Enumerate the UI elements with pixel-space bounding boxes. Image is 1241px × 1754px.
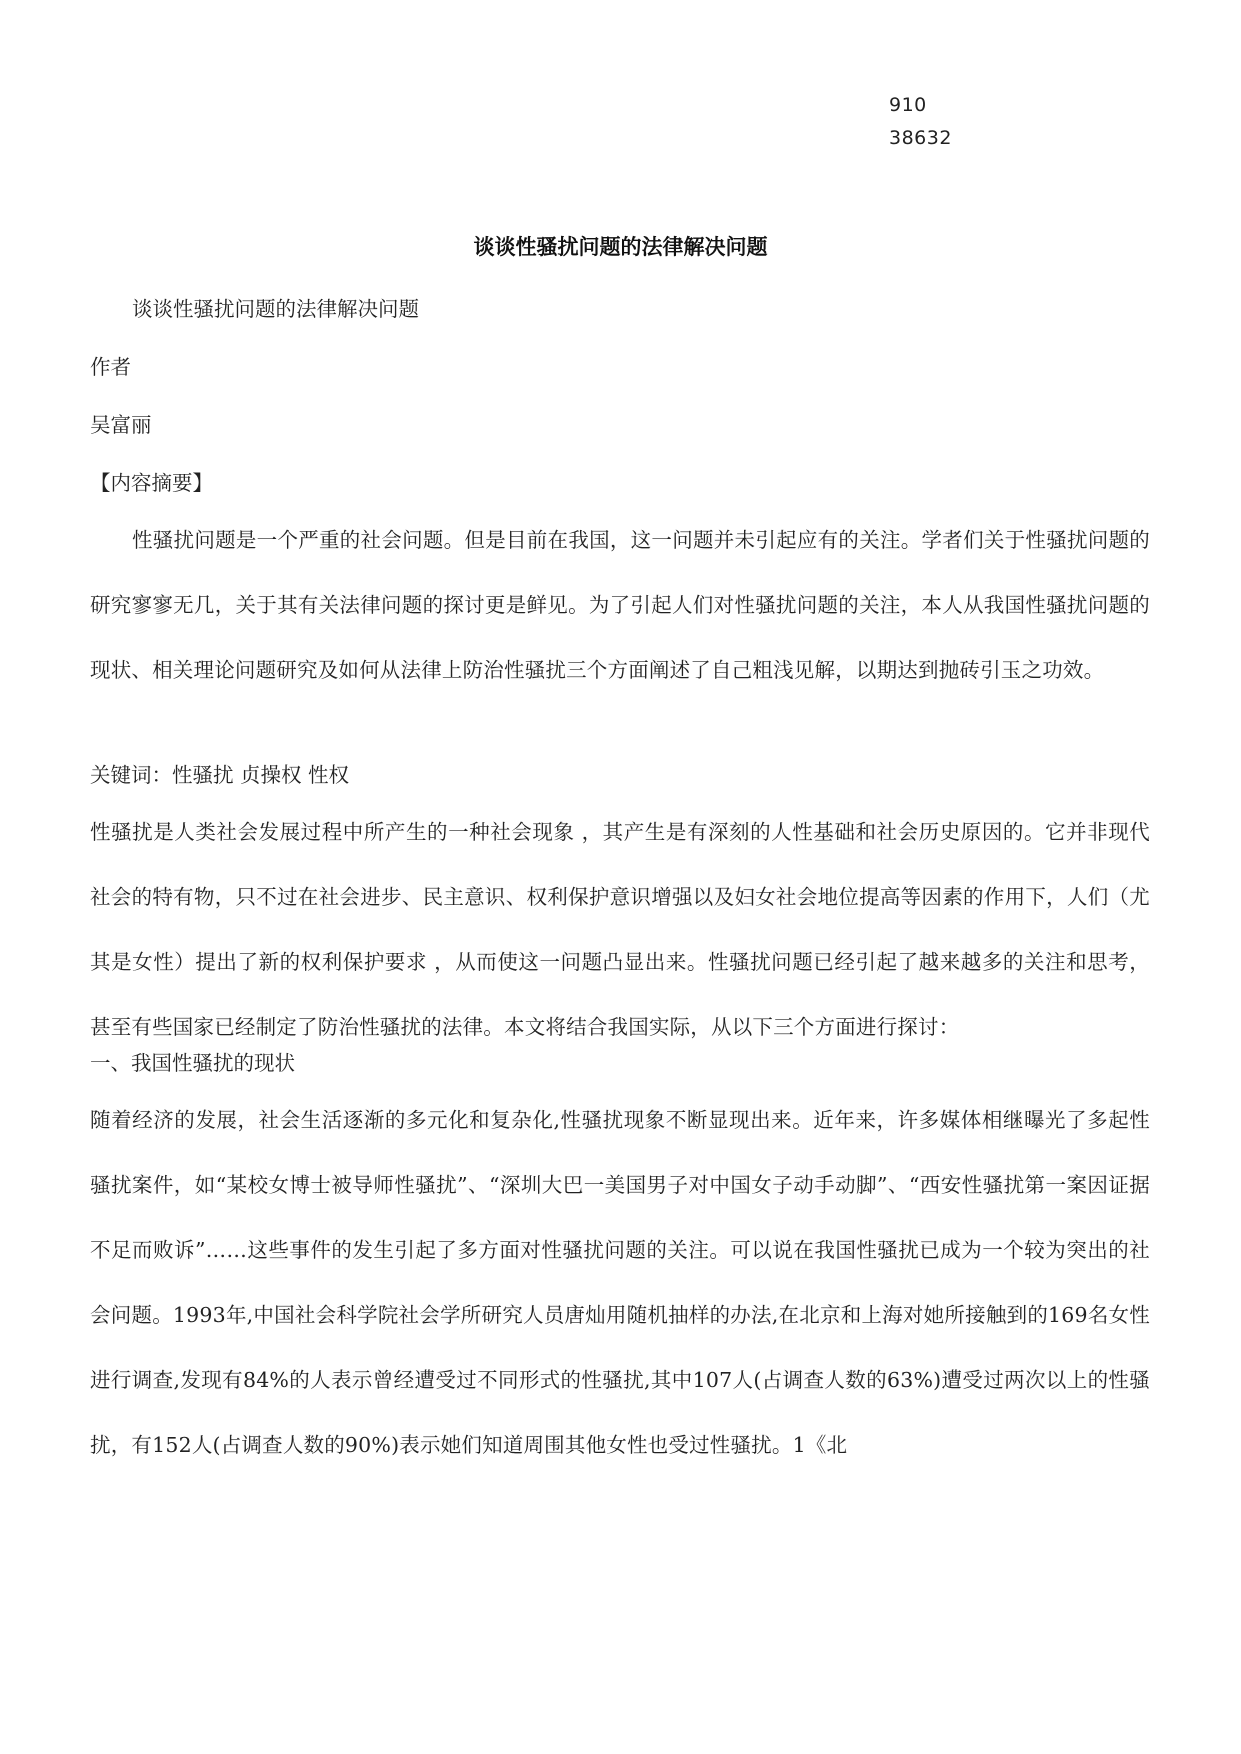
author-name: 吴富丽 <box>90 413 152 437</box>
document-code-line-2: 38632 <box>889 127 952 149</box>
keywords-line: 关键词：性骚扰 贞操权 性权 <box>90 763 350 787</box>
intro-paragraph: 性骚扰是人类社会发展过程中所产生的一种社会现象 ，其产生是有深刻的人性基础和社会历史原因的。它并非现代社会的特有物，只不过在社会进步、民主意识、权利保护意识增强以及妇女社会地位提高等因素的作用下，人们（尤其是女性）提出了新的权利保护要求 ，从而使这一问题凸显出来。性骚扰问题已经引起了越来越多的关注和思考，甚至有些国家已经制定了防治性骚扰的法律。本文将结合我国实际，从以下三个方面进行探讨： <box>90 820 1150 1039</box>
document-subtitle: 谈谈性骚扰问题的法律解决问题 <box>132 297 419 321</box>
document-code-line-1: 910 <box>889 94 927 116</box>
author-label: 作者 <box>90 355 131 379</box>
document-title: 谈谈性骚扰问题的法律解决问题 <box>473 235 768 259</box>
section-1-heading: 一、我国性骚扰的现状 <box>90 1051 295 1075</box>
section-1-paragraph: 随着经济的发展，社会生活逐渐的多元化和复杂化,性骚扰现象不断显现出来。近年来，许多媒体相继曝光了多起性骚扰案件，如“某校女博士被导师性骚扰”、“深圳大巴一美国男子对中国女子动手动脚”、“西安性骚扰第一案因证据不足而败诉”……这些事件的发生引起了多方面对性骚扰问题的关注。可以说在我国性骚扰已成为一个较为突出的社会问题。1993年,中国社会科学院社会学所研究人员唐灿用随机抽样的办法,在北京和上海对她所接触到的169名女性进行调查,发现有84%的人表示曾经遭受过不同形式的性骚扰,其中107人(占调查人数的63%)遭受过两次以上的性骚扰，有152人(占调查人数的90%)表示她们知道周围其他女性也受过性骚扰。1《北 <box>90 1108 1150 1457</box>
abstract-paragraph: 性骚扰问题是一个严重的社会问题。但是目前在我国，这一问题并未引起应有的关注。学者们关于性骚扰问题的研究寥寥无几，关于其有关法律问题的探讨更是鲜见。为了引起人们对性骚扰问题的关注，本人从我国性骚扰问题的现状、相关理论问题研究及如何从法律上防治性骚扰三个方面阐述了自己粗浅见解，以期达到抛砖引玉之功效。 <box>90 528 1150 682</box>
abstract-heading: 【内容摘要】 <box>90 471 213 495</box>
